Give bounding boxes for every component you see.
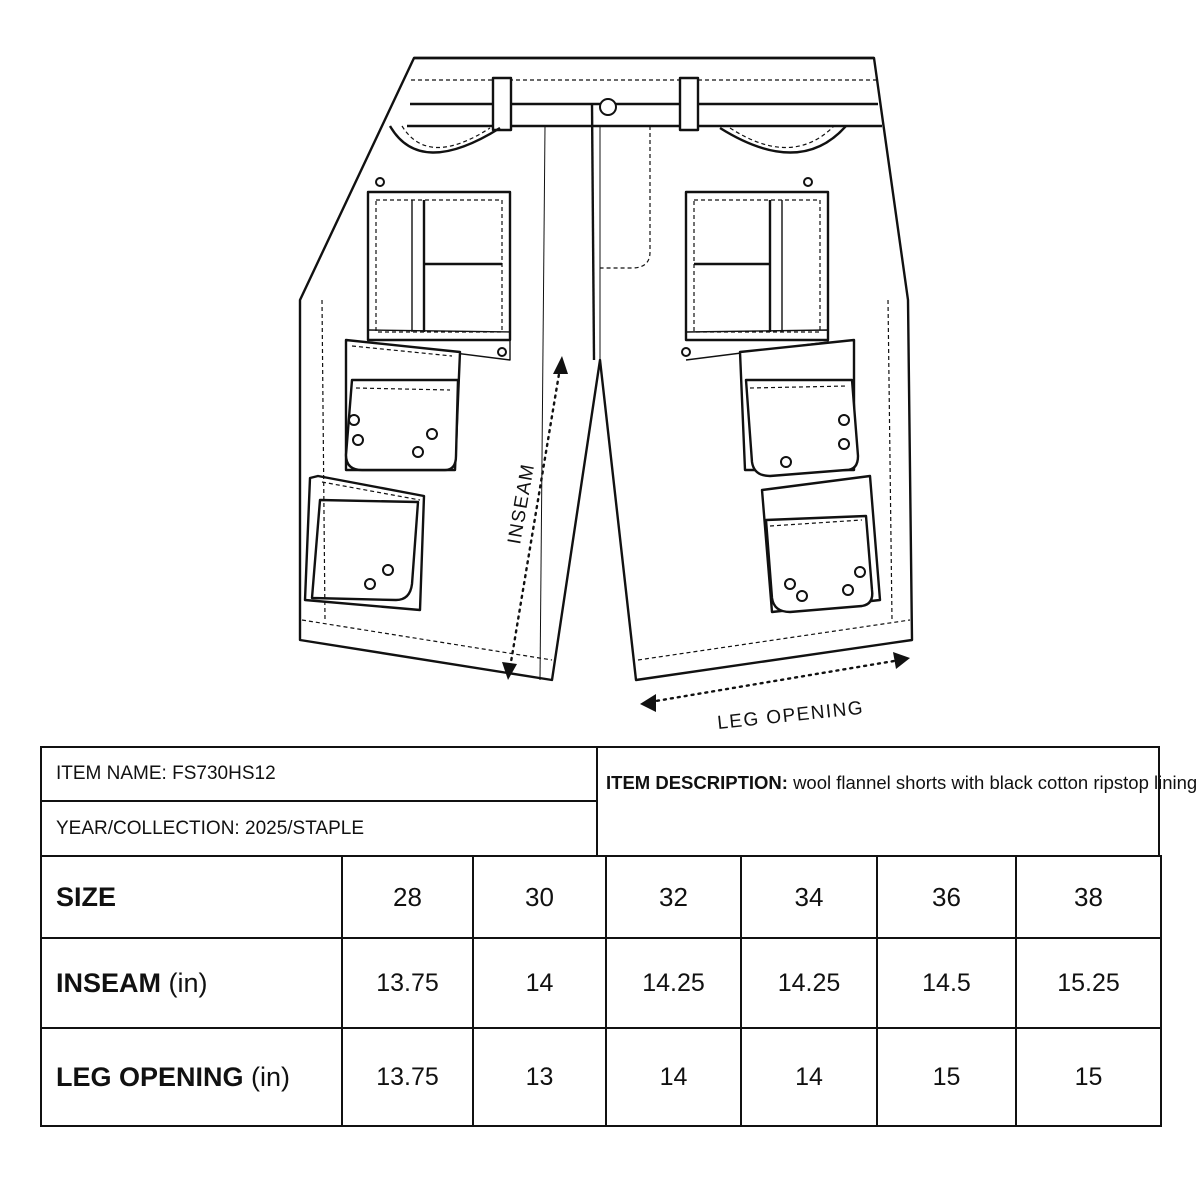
row-label: INSEAM (in) (41, 938, 342, 1028)
size-table (40, 855, 1162, 1127)
item-name (42, 748, 598, 802)
size-cell: 38 (1016, 856, 1161, 938)
leg-opening-cell: 15 (1016, 1028, 1161, 1126)
inseam-cell: 15.25 (1016, 938, 1161, 1028)
row-label: SIZE (41, 856, 342, 938)
item-name-label: ITEM NAME: (56, 763, 167, 784)
table-row (41, 856, 1161, 938)
size-cell: 30 (473, 856, 606, 938)
leg-opening-cell: 15 (877, 1028, 1016, 1126)
desc-value: wool flannel shorts with black cotton ripstop lining (793, 772, 1198, 793)
leg-opening-cell: 13.75 (342, 1028, 473, 1126)
inseam-cell: 14.5 (877, 938, 1016, 1028)
year-value: 2025/STAPLE (245, 818, 365, 839)
leg-opening-cell: 14 (741, 1028, 877, 1126)
table-row (41, 1028, 1161, 1126)
item-name-value: FS730HS12 (172, 763, 276, 784)
inseam-cell: 14.25 (606, 938, 741, 1028)
inseam-label: INSEAM (504, 461, 540, 546)
inseam-cell: 14 (473, 938, 606, 1028)
size-cell: 32 (606, 856, 741, 938)
table-row (41, 938, 1161, 1028)
desc-label: ITEM DESCRIPTION: (606, 772, 788, 793)
inseam-cell: 14.25 (741, 938, 877, 1028)
leg-opening-cell: 13 (473, 1028, 606, 1126)
snap-icon (349, 415, 359, 425)
size-cell: 34 (741, 856, 877, 938)
leg-opening-cell: 14 (606, 1028, 741, 1126)
row-label: LEG OPENING (in) (41, 1028, 342, 1126)
button-icon (600, 99, 616, 115)
size-cell: 28 (342, 856, 473, 938)
leg-opening-label: LEG OPENING (716, 697, 866, 734)
inseam-cell: 13.75 (342, 938, 473, 1028)
year-collection (42, 802, 598, 856)
size-cell: 36 (877, 856, 1016, 938)
year-label: YEAR/COLLECTION: (56, 818, 240, 839)
item-info-block (40, 746, 1198, 856)
item-description (598, 748, 1198, 856)
